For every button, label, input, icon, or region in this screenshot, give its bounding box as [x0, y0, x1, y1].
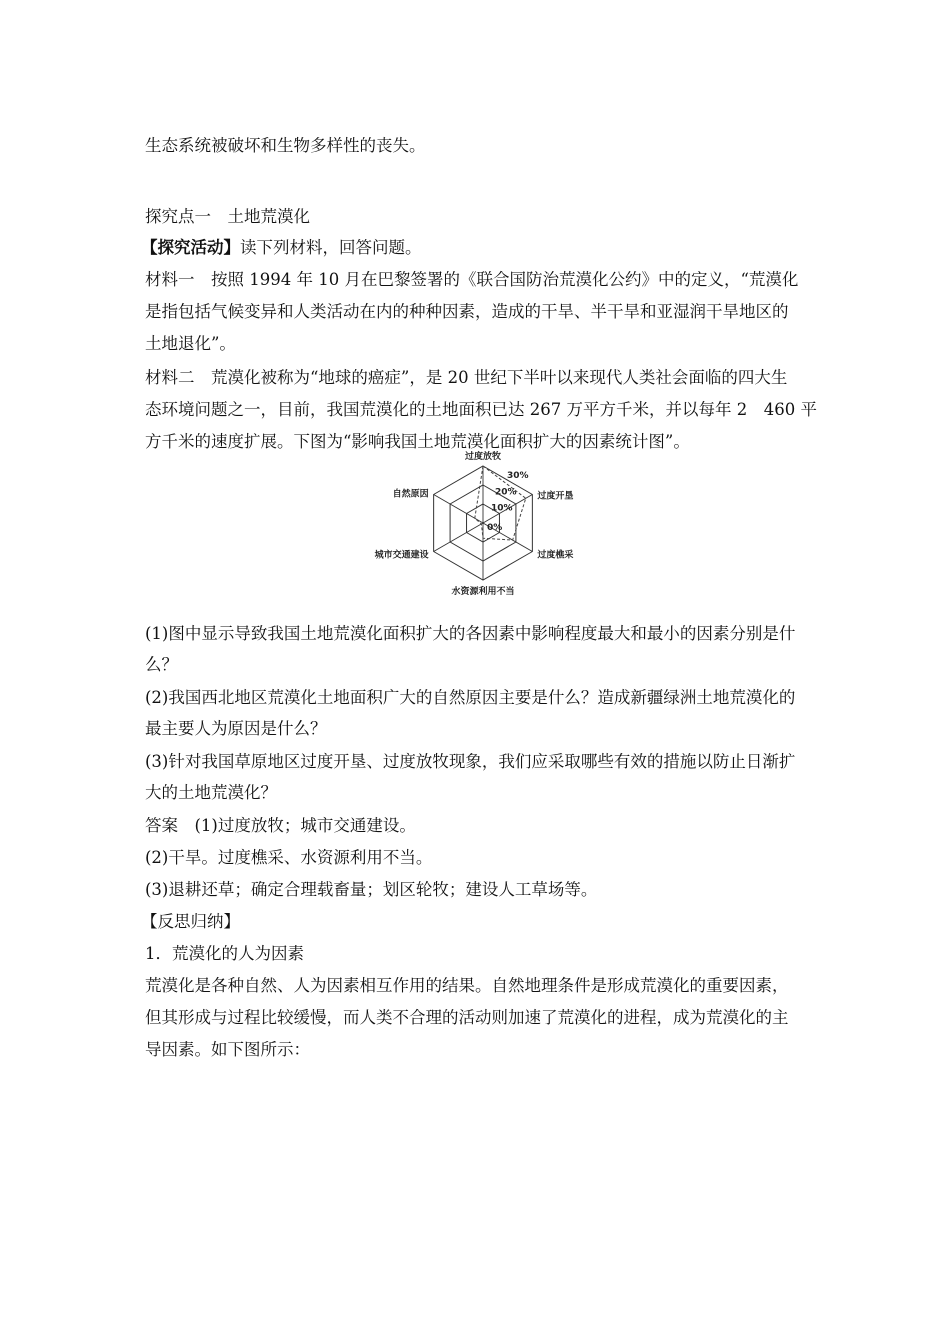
- answer-line-1: 答案 (1)过度放牧；城市交通建设。: [145, 816, 416, 835]
- question-2-line-2: 最主要人为原因是什么？: [145, 719, 327, 738]
- material-2-line-3: 方千米的速度扩展。下图为“影响我国土地荒漠化面积扩大的因素统计图”。: [145, 432, 690, 451]
- material-1-line-3: 土地退化”。: [145, 334, 236, 353]
- radar-chart: [355, 443, 595, 608]
- material-2-line-1: 材料二 荒漠化被称为“地球的癌症”，是 20 世纪下半叶以来现代人类社会面临的四大生: [145, 368, 788, 387]
- question-1-line-2: 么？: [145, 655, 178, 674]
- material-2-line-2: 态环境问题之一，目前，我国荒漠化的土地面积已达 267 万平方千米，并以每年 2 460 平: [145, 400, 817, 419]
- reflection-heading: 【反思归纳】: [141, 912, 240, 931]
- question-1-line-1: (1)图中显示导致我国土地荒漠化面积扩大的各因素中影响程度最大和最小的因素分别是什: [145, 624, 796, 643]
- activity-heading: [141, 237, 422, 259]
- radar-category-label: 水资源利用不当: [451, 587, 515, 597]
- reflection-line-1: 荒漠化是各种自然、人为因素相互作用的结果。自然地理条件是形成荒漠化的重要因素，: [145, 976, 789, 995]
- line-1: 生态系统被破坏和生物多样性的丧失。: [145, 136, 426, 155]
- radar-tick-label: 20%: [495, 487, 517, 498]
- question-2-line-1: (2)我国西北地区荒漠化土地面积广大的自然原因主要是什么？造成新疆绿洲土地荒漠化的: [145, 688, 796, 707]
- radar-category-label: 过度开垦: [537, 491, 574, 502]
- reflection-line-2: 但其形成与过程比较缓慢，而人类不合理的活动则加速了荒漠化的进程，成为荒漠化的主: [145, 1008, 789, 1027]
- activity-label: 【探究活动】: [141, 238, 240, 257]
- radar-tick-label: 30%: [507, 470, 529, 481]
- reflection-subheading: 1．荒漠化的人为因素: [145, 944, 304, 963]
- material-1-line-1: 材料一 按照 1994 年 10 月在巴黎签署的《联合国防治荒漠化公约》中的定义，“荒漠化: [145, 270, 799, 289]
- reflection-line-3: 导因素。如下图所示：: [145, 1040, 310, 1059]
- radar-category-label: 城市交通建设: [374, 550, 429, 561]
- question-3-line-2: 大的土地荒漠化？: [145, 783, 277, 802]
- activity-text: 读下列材料，回答问题。: [240, 238, 422, 257]
- radar-tick-label: 0%: [487, 523, 503, 533]
- answer-line-2: (2)干旱。过度樵采、水资源利用不当。: [145, 848, 433, 867]
- section-heading: 探究点一 土地荒漠化: [145, 207, 310, 226]
- radar-category-label: 过度樵采: [537, 550, 574, 561]
- answer-line-3: (3)退耕还草；确定合理载畜量；划区轮牧；建设人工草场等。: [145, 880, 598, 899]
- question-3-line-1: (3)针对我国草原地区过度开垦、过度放牧现象，我们应采取哪些有效的措施以防止日渐扩: [145, 752, 796, 771]
- radar-tick-label: 10%: [491, 503, 513, 514]
- material-1-line-2: 是指包括气候变异和人类活动在内的种种因素，造成的干旱、半干旱和亚湿润干旱地区的: [145, 302, 789, 321]
- radar-category-label: 自然原因: [392, 489, 429, 500]
- radar-category-label: 过度放牧: [464, 452, 502, 462]
